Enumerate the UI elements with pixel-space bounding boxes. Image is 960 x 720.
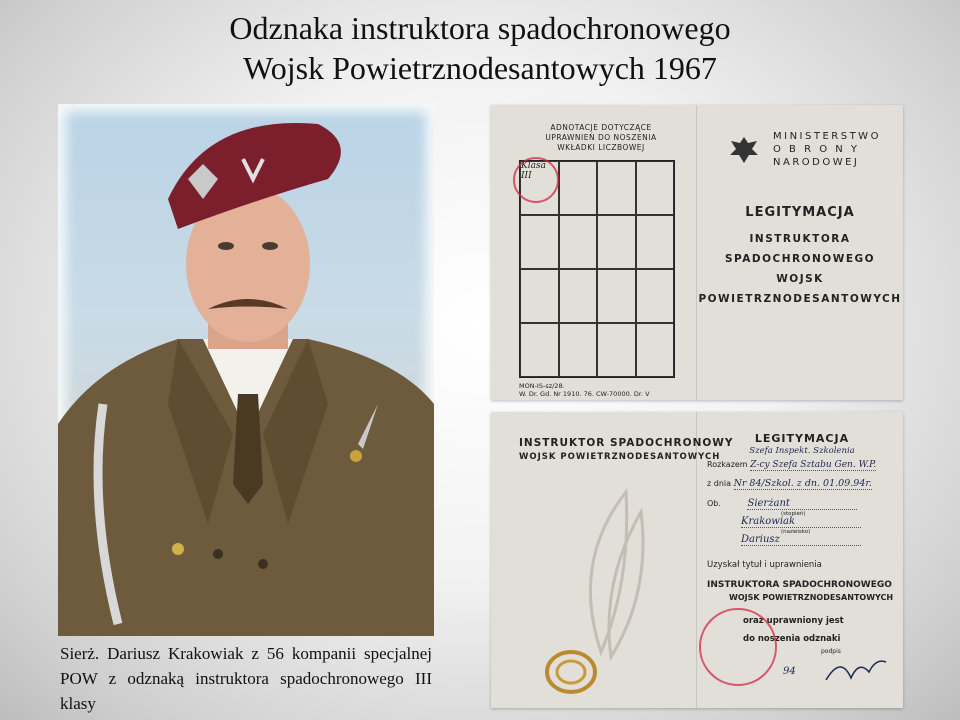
podpis-caption: podpis: [821, 648, 841, 655]
annotation-line-2: UPRAWNIEŃ DO NOSZENIA: [545, 133, 657, 142]
rank-row: [707, 498, 897, 510]
rozkazem-row: [707, 460, 897, 471]
title-line-1: Odznaka instruktora spadochronowego: [229, 10, 731, 46]
instructor-title: [519, 436, 733, 464]
date-row: [707, 478, 897, 490]
parachute-badge-wings-icon: [531, 482, 681, 697]
card-line-3: WOJSK: [776, 273, 824, 285]
granted-text: Uzyskał tytuł i uprawnienia: [707, 560, 822, 570]
id-card-inner-page: [491, 412, 903, 708]
instructor-title-line-1: INSTRUKTOR SPADOCHRONOWY: [519, 437, 734, 449]
red-stamp-bottom: [699, 608, 777, 686]
form-number-line-2: W. Dr. Gd. Nr 1910. 76. CW-70000. Dr. V: [519, 390, 650, 398]
portrait-illustration: [58, 104, 434, 636]
slide-title: [0, 8, 960, 88]
rank-value: Sierżant: [747, 498, 857, 510]
legitymacja-heading: LEGITYMACJA: [754, 432, 850, 445]
instructor-line-2: WOJSK POWIETRZNODESANTOWYCH: [729, 593, 894, 602]
klasa-label: Klasa: [521, 161, 546, 171]
card-line-4: POWIETRZNODESANTOWYCH: [698, 293, 902, 305]
first-name-value: Dariusz: [741, 534, 861, 546]
signature-mark: [821, 650, 891, 690]
form-number: [519, 382, 650, 398]
klasa-handwriting: [521, 161, 546, 181]
annotation-line-3: WKŁADKI LICZBOWEJ: [557, 143, 645, 152]
annotation-header: [521, 123, 681, 153]
instructor-title-line-2: WOJSK POWIETRZNODESANTOWYCH: [519, 452, 721, 462]
annotation-line-1: ADNOTACJE DOTYCZĄCE: [550, 123, 652, 132]
id-card-cover-page: [491, 105, 903, 400]
badge-line-text: do noszenia odznaki: [743, 634, 841, 644]
ministry-line-1: MINISTERSTWO: [773, 131, 881, 142]
rozkazem-label: Rozkazem: [707, 460, 748, 469]
ob-label: Ob.: [707, 499, 721, 508]
legitymacja-heading: LEGITYMACJA: [745, 205, 855, 220]
ministry-name: [773, 130, 881, 169]
surname-row: [741, 516, 871, 528]
card-line-1: INSTRUKTORA: [749, 233, 851, 245]
ministry-line-2: O B R O N Y: [773, 144, 860, 155]
rank-caption: (stopień): [781, 511, 806, 517]
z-dnia-value: Nr 84/Szkol. z dn. 01.09.94r.: [733, 478, 872, 489]
card-line-2: SPADOCHRONOWEGO: [724, 253, 876, 265]
rozkazem-value: Z-cy Szefa Sztabu Gen. W.P.: [750, 460, 877, 470]
surname-value: Krakowiak: [741, 516, 861, 528]
form-number-line-1: MON-IS-sz/28.: [519, 382, 565, 390]
ministry-line-3: NARODOWEJ: [773, 157, 860, 168]
entitled-text: oraz uprawniony jest: [743, 616, 844, 626]
surname-caption: (nazwisko): [781, 529, 811, 535]
soldier-portrait-photo: [58, 104, 434, 636]
issuer-handwriting: Szefa Inspekt. Szkolenia: [749, 446, 855, 456]
instructor-line-1: INSTRUKTORA SPADOCHRONOWEGO: [707, 580, 892, 590]
klasa-value: III: [521, 171, 532, 181]
polish-eagle-emblem-icon: [727, 133, 761, 167]
first-name-row: [741, 534, 871, 546]
z-dnia-label: z dnia: [707, 479, 732, 488]
photo-caption: Sierż. Dariusz Krakowiak z 56 kompanii specjalnej POW z odznaką instruktora spadochronowego III klasy: [60, 644, 432, 713]
year-value: 94: [783, 666, 796, 677]
title-line-2: Wojsk Powietrznodesantowych 1967: [243, 50, 717, 86]
